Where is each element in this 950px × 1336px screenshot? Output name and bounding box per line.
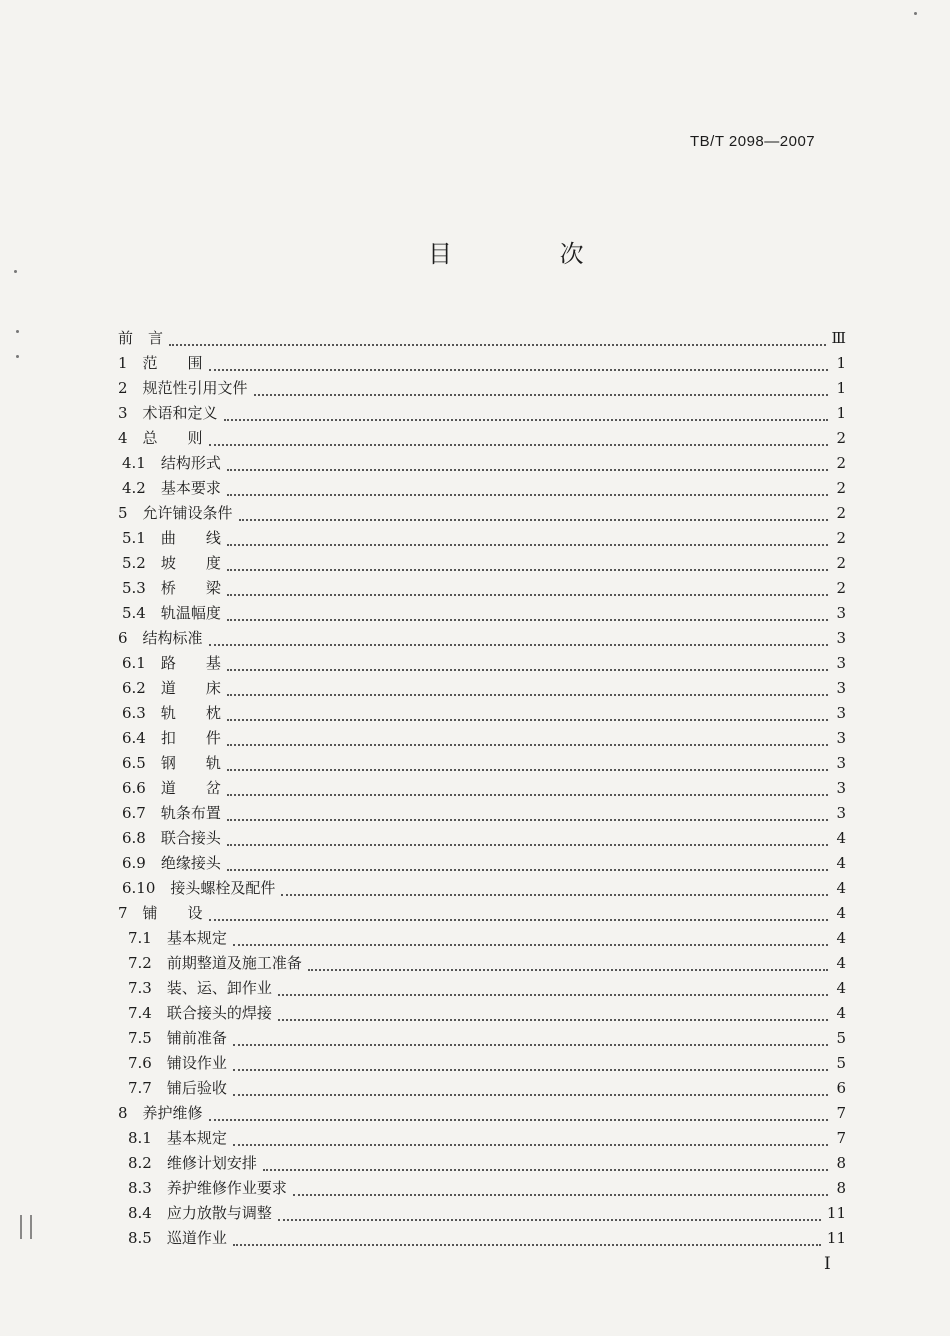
toc-dot-leader (224, 419, 828, 421)
toc-entry-label: 6.2 道 床 (122, 679, 221, 697)
toc-dot-leader (233, 1244, 821, 1246)
toc-entry[interactable] (118, 576, 846, 601)
toc-dot-leader (227, 594, 828, 596)
toc-dot-leader (233, 944, 828, 946)
toc-entry-page: 3 (836, 804, 846, 822)
toc-entry-page: 2 (836, 479, 846, 497)
toc-entry-page: 2 (836, 579, 846, 597)
toc-dot-leader (227, 669, 828, 671)
toc-entry[interactable] (118, 826, 846, 851)
toc-entry[interactable] (118, 1201, 846, 1226)
toc-entry-page: 2 (836, 504, 846, 522)
toc-entry-label: 6.7 轨条布置 (122, 804, 221, 822)
toc-entry[interactable] (118, 976, 846, 1001)
toc-entry[interactable] (118, 626, 846, 651)
scan-speck (914, 12, 917, 15)
toc-dot-leader (227, 694, 828, 696)
toc-entry-label: 8 养护维修 (118, 1104, 203, 1122)
toc-entry-label: 7 铺 设 (118, 904, 203, 922)
toc-dot-leader (209, 369, 828, 371)
toc-entry-label: 5 允许铺设条件 (118, 504, 233, 522)
toc-entry[interactable] (118, 426, 846, 451)
toc-entry-label: 6.4 扣 件 (122, 729, 221, 747)
toc-dot-leader (233, 1144, 828, 1146)
toc-entry-page: 5 (836, 1054, 846, 1072)
toc-entry[interactable] (118, 801, 846, 826)
toc-entry[interactable] (118, 1026, 846, 1051)
page-title: 目 次 (428, 240, 634, 268)
toc-dot-leader (227, 819, 828, 821)
toc-entry-page: 4 (836, 954, 846, 972)
toc-entry-label: 8.1 基本规定 (128, 1129, 227, 1147)
toc-dot-leader (227, 794, 828, 796)
toc-entry-label: 4 总 则 (118, 429, 203, 447)
toc-dot-leader (209, 644, 828, 646)
toc-entry[interactable] (118, 951, 846, 976)
toc-dot-leader (227, 844, 828, 846)
toc-dot-leader (278, 1219, 821, 1221)
toc-entry[interactable] (118, 476, 846, 501)
toc-entry-label: 6.9 绝缘接头 (122, 854, 221, 872)
toc-entry-page: 7 (836, 1104, 846, 1122)
toc-dot-leader (233, 1069, 828, 1071)
toc-dot-leader (239, 519, 828, 521)
toc-entry[interactable] (118, 376, 846, 401)
toc-dot-leader (227, 569, 828, 571)
toc-dot-leader (227, 744, 828, 746)
toc-entry-page: 2 (836, 454, 846, 472)
toc-entry-label: 7.5 铺前准备 (128, 1029, 227, 1047)
toc-dot-leader (227, 769, 828, 771)
toc-entry[interactable] (118, 1176, 846, 1201)
toc-dot-leader (169, 344, 826, 346)
toc-entry-label: 5.3 桥 梁 (122, 579, 221, 597)
toc-entry-page: 4 (836, 829, 846, 847)
toc-entry-page: 3 (836, 654, 846, 672)
toc-entry-label: 7.7 铺后验收 (128, 1079, 227, 1097)
toc-entry-label: 6.5 钢 轨 (122, 754, 221, 772)
toc-dot-leader (254, 394, 828, 396)
toc-entry-page: 1 (836, 354, 846, 372)
toc-dot-leader (233, 1094, 828, 1096)
binding-mark (20, 1215, 32, 1239)
toc-entry-label: 7.2 前期整道及施工准备 (128, 954, 302, 972)
toc-dot-leader (209, 444, 828, 446)
toc-entry[interactable] (118, 1001, 846, 1026)
toc-entry-page: 3 (836, 704, 846, 722)
toc-entry[interactable] (118, 926, 846, 951)
scan-speck (16, 355, 19, 358)
toc-entry-page: 4 (836, 854, 846, 872)
toc-entry[interactable] (118, 1226, 846, 1251)
scan-speck (16, 330, 19, 333)
toc-entry-label: 8.5 巡道作业 (128, 1229, 227, 1247)
toc-entry[interactable] (118, 326, 846, 351)
toc-dot-leader (227, 619, 828, 621)
toc-entry-page: 3 (836, 629, 846, 647)
toc-entry[interactable] (118, 401, 846, 426)
toc-entry-label: 8.4 应力放散与调整 (128, 1204, 272, 1222)
toc-entry[interactable] (118, 726, 846, 751)
toc-dot-leader (227, 869, 828, 871)
toc-entry-page: 1 (836, 404, 846, 422)
toc-dot-leader (209, 1119, 828, 1121)
toc-entry-label: 7.6 铺设作业 (128, 1054, 227, 1072)
toc-entry-label: 5.2 坡 度 (122, 554, 221, 572)
toc-entry[interactable] (118, 551, 846, 576)
toc-entry-label: 5.4 轨温幅度 (122, 604, 221, 622)
toc-entry[interactable] (118, 751, 846, 776)
toc-entry-label: 8.2 维修计划安排 (128, 1154, 257, 1172)
toc-dot-leader (308, 969, 828, 971)
toc-entry-page: 4 (836, 879, 846, 897)
toc-dot-leader (227, 469, 828, 471)
toc-dot-leader (293, 1194, 828, 1196)
toc-entry-page: 6 (836, 1079, 846, 1097)
toc-entry[interactable] (118, 851, 846, 876)
toc-entry[interactable] (118, 501, 846, 526)
toc-entry-page: 3 (836, 604, 846, 622)
toc-entry-label: 5.1 曲 线 (122, 529, 221, 547)
toc-entry-page: 2 (836, 429, 846, 447)
toc-entry[interactable] (118, 1126, 846, 1151)
toc-entry-page: 4 (836, 929, 846, 947)
toc-entry-label: 前 言 (118, 329, 164, 347)
toc-entry-page: 3 (836, 779, 846, 797)
toc-entry[interactable] (118, 676, 846, 701)
toc-entry[interactable] (118, 601, 846, 626)
toc-entry-page: 4 (836, 979, 846, 997)
toc-entry-page: 4 (836, 904, 846, 922)
toc-entry-page: 3 (836, 754, 846, 772)
toc-dot-leader (263, 1169, 828, 1171)
table-of-contents (118, 326, 846, 1251)
toc-entry-page: 3 (836, 679, 846, 697)
toc-entry-label: 6.10 接头螺栓及配件 (122, 879, 276, 897)
toc-dot-leader (281, 894, 828, 896)
toc-entry-label: 7.1 基本规定 (128, 929, 227, 947)
toc-entry-page: 1 (836, 379, 846, 397)
toc-entry[interactable] (118, 451, 846, 476)
toc-entry-page: 8 (836, 1154, 846, 1172)
toc-entry[interactable] (118, 1076, 846, 1101)
toc-entry-label: 6 结构标准 (118, 629, 203, 647)
toc-entry-page: 2 (836, 554, 846, 572)
toc-entry-page: 5 (836, 1029, 846, 1047)
toc-entry-label: 4.2 基本要求 (122, 479, 221, 497)
toc-dot-leader (233, 1044, 828, 1046)
toc-entry-page: 2 (836, 529, 846, 547)
toc-dot-leader (278, 1019, 828, 1021)
toc-entry-label: 1 范 围 (118, 354, 203, 372)
toc-dot-leader (209, 919, 828, 921)
toc-entry-label: 6.6 道 岔 (122, 779, 221, 797)
toc-entry[interactable] (118, 651, 846, 676)
toc-entry-label: 2 规范性引用文件 (118, 379, 248, 397)
toc-entry-label: 7.3 装、运、卸作业 (128, 979, 272, 997)
toc-entry[interactable] (118, 1051, 846, 1076)
toc-entry[interactable] (118, 701, 846, 726)
toc-entry[interactable] (118, 526, 846, 551)
toc-entry-label: 3 术语和定义 (118, 404, 218, 422)
toc-entry-page: 11 (826, 1229, 846, 1247)
toc-entry-page: Ⅲ (831, 329, 846, 347)
toc-dot-leader (227, 719, 828, 721)
page-number: I (824, 1254, 831, 1274)
toc-entry[interactable] (118, 1151, 846, 1176)
toc-entry[interactable] (118, 351, 846, 376)
toc-entry-label: 7.4 联合接头的焊接 (128, 1004, 272, 1022)
document-code: TB/T 2098—2007 (690, 133, 816, 150)
toc-entry-page: 8 (836, 1179, 846, 1197)
toc-entry-page: 11 (826, 1204, 846, 1222)
toc-entry[interactable] (118, 1101, 846, 1126)
toc-entry-label: 6.1 路 基 (122, 654, 221, 672)
toc-entry-page: 4 (836, 1004, 846, 1022)
toc-entry-page: 7 (836, 1129, 846, 1147)
toc-entry-label: 6.8 联合接头 (122, 829, 221, 847)
toc-dot-leader (227, 494, 828, 496)
scan-speck (14, 270, 17, 273)
toc-dot-leader (278, 994, 828, 996)
toc-entry-label: 8.3 养护维修作业要求 (128, 1179, 287, 1197)
toc-entry[interactable] (118, 776, 846, 801)
toc-entry[interactable] (118, 901, 846, 926)
toc-entry-page: 3 (836, 729, 846, 747)
toc-dot-leader (227, 544, 828, 546)
toc-entry-label: 6.3 轨 枕 (122, 704, 221, 722)
toc-entry[interactable] (118, 876, 846, 901)
toc-entry-label: 4.1 结构形式 (122, 454, 221, 472)
